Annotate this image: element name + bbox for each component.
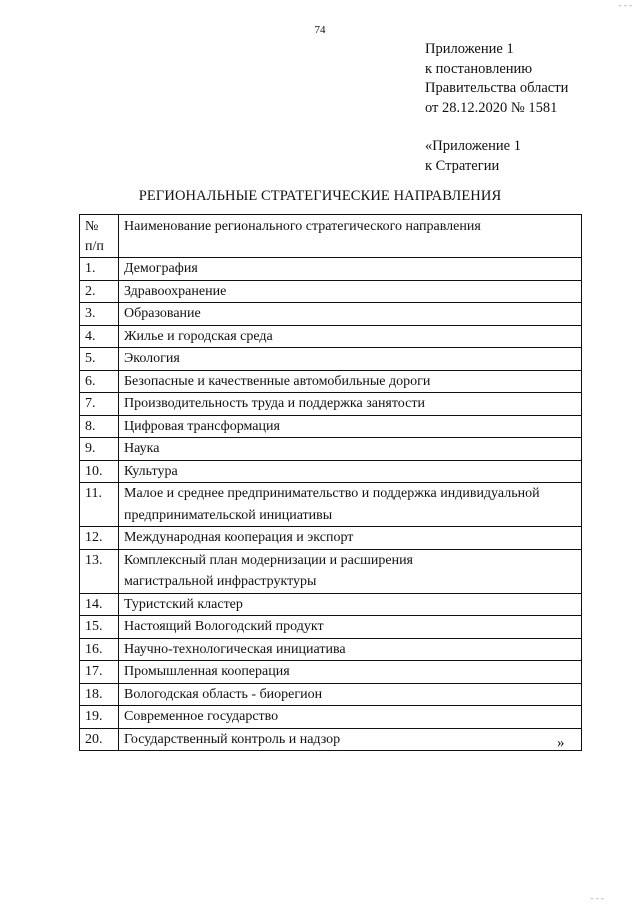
row-name: Культура <box>119 460 582 483</box>
row-number: 8. <box>80 415 119 438</box>
corner-mark-top: - - - <box>618 0 632 10</box>
table-row <box>80 593 582 616</box>
row-number: 7. <box>80 393 119 416</box>
table-row <box>80 325 582 348</box>
row-name: Научно-технологическая инициатива <box>119 638 582 661</box>
appendix-block <box>425 40 568 176</box>
appendix-line: «Приложение 1 <box>425 138 521 154</box>
page-number: 74 <box>314 24 326 36</box>
row-name: Здравоохранение <box>119 280 582 303</box>
document-title: РЕГИОНАЛЬНЫЕ СТРАТЕГИЧЕСКИЕ НАПРАВЛЕНИЯ <box>138 188 502 204</box>
table-row <box>80 280 582 303</box>
table-row <box>80 460 582 483</box>
row-name-line: магистральной инфраструктуры <box>124 574 317 589</box>
table-row <box>80 728 582 751</box>
row-number: 9. <box>80 438 119 461</box>
row-name-line: Комплексный план модернизации и расширения <box>124 552 413 568</box>
row-name: Промышленная кооперация <box>119 661 582 684</box>
row-name: Международная кооперация и экспорт <box>119 527 582 550</box>
row-name: Производительность труда и поддержка занятости <box>119 393 582 416</box>
closing-quote: » <box>557 735 565 751</box>
table-row <box>80 549 582 593</box>
appendix-line: Приложение 1 <box>425 41 514 57</box>
appendix-line: к постановлению <box>425 60 533 77</box>
table-row <box>80 415 582 438</box>
row-number: 3. <box>80 303 119 326</box>
row-name: Наука <box>119 438 582 461</box>
row-number: 2. <box>80 280 119 303</box>
row-number: 20. <box>80 728 119 751</box>
row-number: 19. <box>80 706 119 729</box>
header-number-label: № <box>85 219 99 234</box>
table-row <box>80 438 582 461</box>
row-name: Вологодская область - биорегион <box>119 683 582 706</box>
row-name: Государственный контроль и надзор <box>119 728 582 751</box>
row-number: 17. <box>80 661 119 684</box>
row-name: Современное государство <box>119 706 582 729</box>
row-name: Жилье и городская среда <box>119 325 582 348</box>
header-name-cell: Наименование регионального стратегического направления <box>119 215 582 258</box>
corner-mark-bottom: - - - <box>590 893 604 903</box>
table-row <box>80 483 582 527</box>
table-row <box>80 258 582 281</box>
header-number-cell <box>80 215 119 258</box>
appendix-gap <box>425 118 568 137</box>
row-name: Цифровая трансформация <box>119 415 582 438</box>
row-name-line: Малое и среднее предпринимательство и поддержка индивидуальной <box>124 486 540 501</box>
table-row <box>80 348 582 371</box>
table-row <box>80 638 582 661</box>
table-row <box>80 303 582 326</box>
table-row <box>80 661 582 684</box>
appendix-line: Правительства области <box>425 80 569 96</box>
table-row <box>80 370 582 393</box>
row-number: 14. <box>80 593 119 616</box>
row-name <box>119 549 582 593</box>
header-number-label: п/п <box>85 239 104 254</box>
directions-table <box>79 214 582 751</box>
table-row <box>80 616 582 639</box>
row-number: 15. <box>80 616 119 639</box>
table-header-row <box>80 215 582 258</box>
row-name: Туристский кластер <box>119 593 582 616</box>
table-row <box>80 527 582 550</box>
table-row <box>80 393 582 416</box>
row-name: Экология <box>119 348 582 371</box>
appendix-line: от 28.12.2020 № 1581 <box>425 99 558 116</box>
row-name: Настоящий Вологодский продукт <box>119 616 582 639</box>
row-name: Демография <box>119 258 582 281</box>
row-number: 6. <box>80 370 119 393</box>
table-row <box>80 706 582 729</box>
row-name <box>119 483 582 527</box>
appendix-line: к Стратегии <box>425 157 500 174</box>
table-row <box>80 683 582 706</box>
row-number: 13. <box>80 549 119 593</box>
row-name-line: предпринимательской инициативы <box>124 507 333 523</box>
row-number: 10. <box>80 460 119 483</box>
row-number: 16. <box>80 638 119 661</box>
row-number: 11. <box>80 483 119 527</box>
row-number: 5. <box>80 348 119 371</box>
row-number: 4. <box>80 325 119 348</box>
row-number: 12. <box>80 527 119 550</box>
row-name: Образование <box>119 303 582 326</box>
row-number: 18. <box>80 683 119 706</box>
row-number: 1. <box>80 258 119 281</box>
row-name: Безопасные и качественные автомобильные дороги <box>119 370 582 393</box>
